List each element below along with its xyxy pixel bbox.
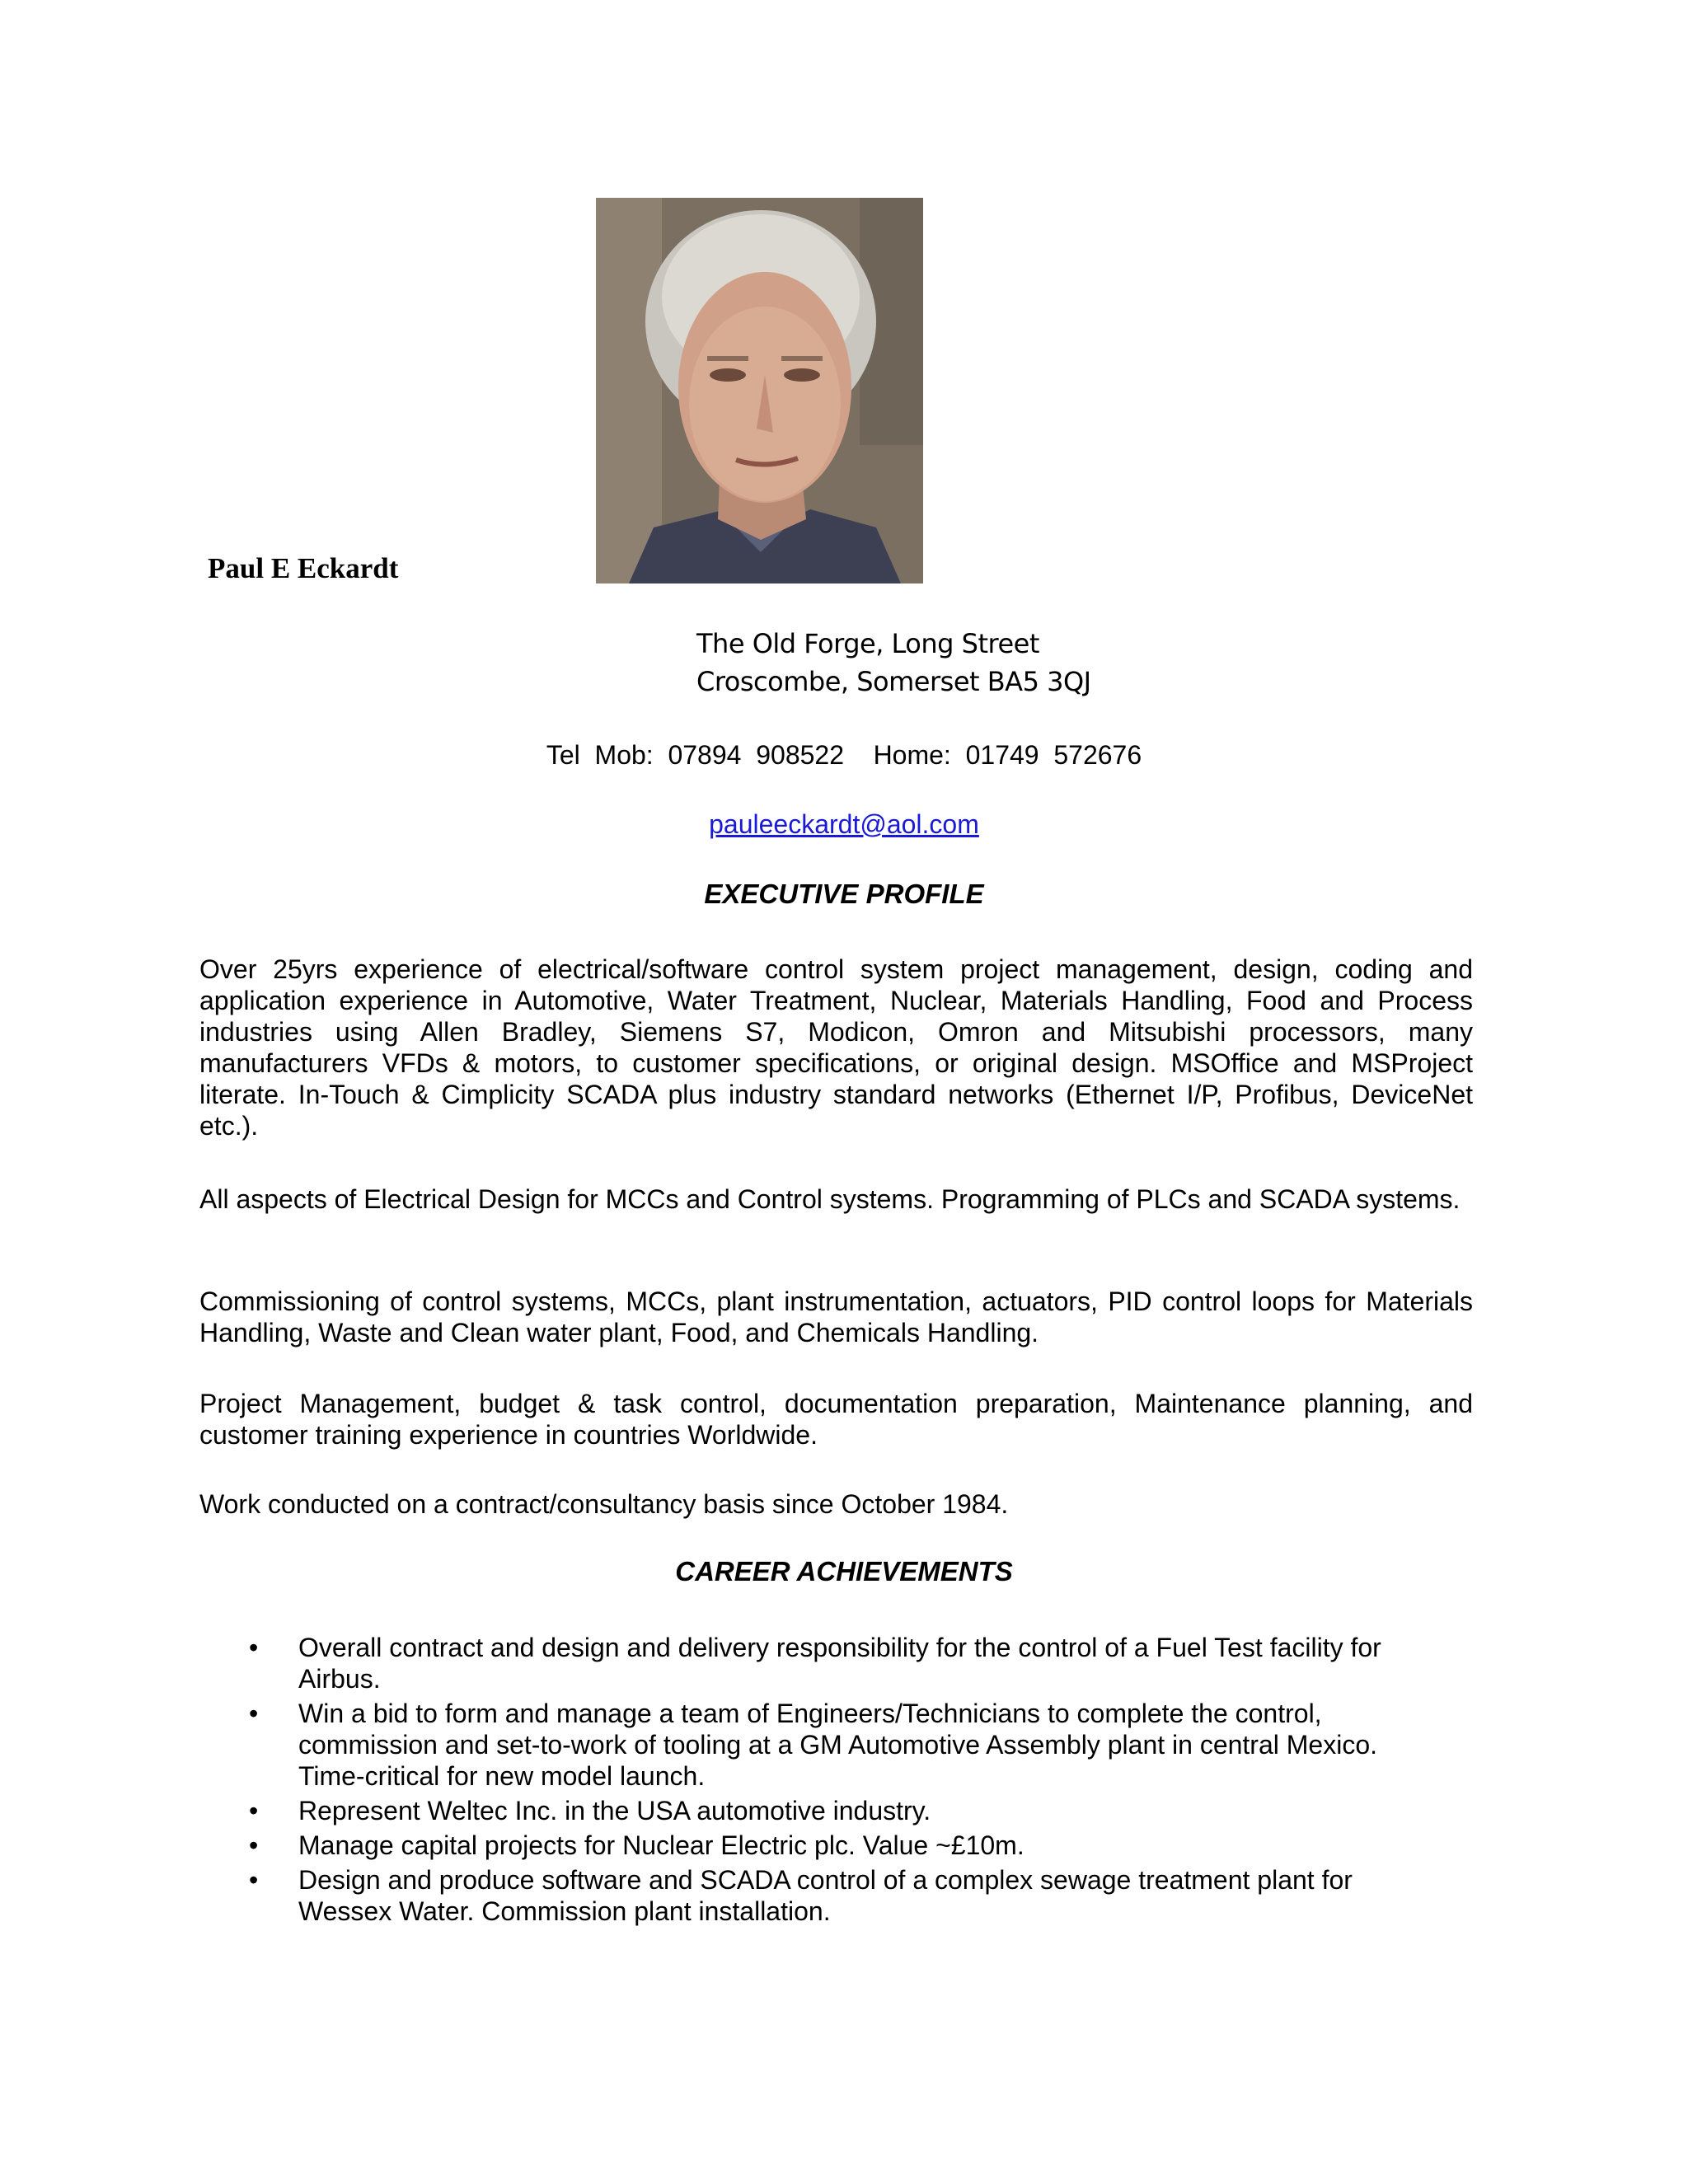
profile-paragraph: All aspects of Electrical Design for MCCs and Control systems. Programming of PLCs and SCADA systems. [199,1184,1461,1214]
achievement-text: Design and produce software and SCADA control of a complex sewage treatment plant for Wessex Water. Commission plant installation. [298,1865,1353,1926]
address-block [696,625,1091,701]
email-line [0,809,1688,840]
list-item [239,1632,1442,1694]
bullet-icon: • [249,1699,259,1728]
achievement-text: Represent Weltec Inc. in the USA automotive industry. [298,1796,931,1825]
list-item [239,1795,1442,1826]
address-line-2: Croscombe, Somerset BA5 3QJ [696,666,1091,697]
profile-paragraph: Commissioning of control systems, MCCs, plant instrumentation, actuators, PID control loops for Materials Handling, Waste and Clean water plant, Food, and Chemicals Handling. [199,1286,1473,1347]
achievement-text: Manage capital projects for Nuclear Electric plc. Value ~£10m. [298,1830,1025,1860]
candidate-name: Paul E Eckardt [208,552,399,584]
email-link[interactable]: pauleeckardt@aol.com [709,809,979,839]
address-line-1: The Old Forge, Long Street [696,628,1039,659]
list-item [239,1830,1442,1861]
bullet-icon: • [249,1633,259,1662]
executive-profile-heading: EXECUTIVE PROFILE [704,879,984,909]
list-item [239,1698,1442,1792]
profile-paragraph: Over 25yrs experience of electrical/software control system project management, design, coding and application experience in Automotive, Water Treatment, Nuclear, Materials Handling, Food and Process industries using Allen Bradley, Siemens S7, Modicon, Omron and Mitsubishi processors, many manufacturers VFDs & motors, to customer specifications, or original design. MSOffice and MSProject literate. In-Touch & Cimplicity SCADA plus industry standard networks (Ethernet I/P, Profibus, DeviceNet etc.). [199,954,1473,1141]
bullet-icon: • [249,1865,259,1895]
telephone-line: Tel Mob: 07894 908522 Home: 01749 572676 [546,740,1142,770]
achievement-text: Win a bid to form and manage a team of Engineers/Technicians to complete the control, commission and set-to-work of tooling at a GM Automotive Assembly plant in central Mexico. Time-critical for new model launch. [298,1699,1377,1791]
achievement-text: Overall contract and design and delivery responsibility for the control of a Fuel Test facility for Airbus. [298,1633,1381,1694]
profile-paragraph: Project Management, budget & task control, documentation preparation, Maintenance planning, and customer training experience in countries Worldwide. [199,1389,1473,1450]
profile-paragraph: Work conducted on a contract/consultancy basis since October 1984. [199,1489,1009,1519]
bullet-icon: • [249,1830,259,1860]
achievements-list [239,1632,1442,1930]
list-item [239,1864,1442,1927]
bullet-icon: • [249,1796,259,1825]
portrait-photo [596,198,923,583]
career-achievements-heading: CAREER ACHIEVEMENTS [675,1556,1013,1586]
